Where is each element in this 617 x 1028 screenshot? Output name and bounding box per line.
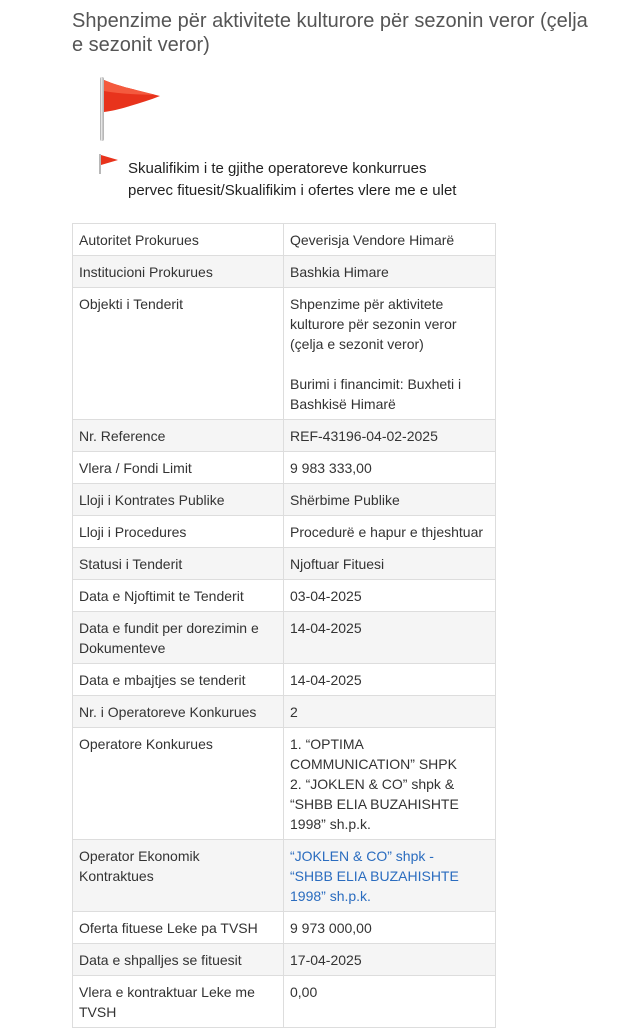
row-label: Institucioni Prokurues [73, 256, 284, 288]
table-row [73, 288, 496, 420]
row-value: Qeverisja Vendore Himarë [284, 224, 496, 256]
objekti-line: (çelja e sezonit veror) [290, 336, 424, 352]
row-label: Lloji i Procedures [73, 516, 284, 548]
table-row [73, 516, 496, 548]
table-row [73, 696, 496, 728]
winner-line: “SHBB ELIA BUZAHISHTE [290, 868, 459, 884]
table-row [73, 420, 496, 452]
label-line: Kontraktues [79, 868, 154, 884]
row-label: Nr. Reference [73, 420, 284, 452]
table-row [73, 612, 496, 664]
row-value: 9 983 333,00 [284, 452, 496, 484]
table-row [73, 580, 496, 612]
objekti-line: Shpenzime për aktivitete [290, 296, 444, 312]
table-row [73, 484, 496, 516]
row-value: 9 973 000,00 [284, 912, 496, 944]
row-value: Bashkia Himare [284, 256, 496, 288]
table-row [73, 452, 496, 484]
table-row [73, 224, 496, 256]
status-text-line: Skualifikim i te gjithe operatoreve konkurrues [128, 160, 427, 177]
objekti-line: kulturore për sezonin veror [290, 316, 457, 332]
table-row [73, 728, 496, 840]
row-value: REF-43196-04-02-2025 [284, 420, 496, 452]
table-row [73, 976, 496, 1028]
table-row [73, 840, 496, 912]
row-label: Objekti i Tenderit [73, 288, 284, 420]
tender-details-table [72, 223, 496, 1028]
row-value: 2 [284, 696, 496, 728]
label-line: TVSH [79, 1004, 117, 1020]
label-line: Dokumenteve [79, 640, 166, 656]
winner-line: 1998” sh.p.k. [290, 888, 371, 904]
row-value: 03-04-2025 [284, 580, 496, 612]
operator-line: “SHBB ELIA BUZAHISHTE [290, 796, 459, 812]
burimi-line: Bashkisë Himarë [290, 396, 396, 412]
row-value [284, 728, 496, 840]
table-row [73, 664, 496, 696]
row-label: Statusi i Tenderit [73, 548, 284, 580]
tender-status-message [128, 158, 598, 202]
burimi-line: Burimi i financimit: Buxheti i [290, 376, 462, 392]
row-value: Njoftuar Fituesi [284, 548, 496, 580]
label-line: Data e fundit per dorezimin e [79, 620, 259, 636]
row-value: 0,00 [284, 976, 496, 1028]
row-label: Data e Njoftimit te Tenderit [73, 580, 284, 612]
row-value: Shërbime Publike [284, 484, 496, 516]
row-value: 14-04-2025 [284, 612, 496, 664]
table-row [73, 548, 496, 580]
row-label [73, 840, 284, 912]
operator-line: 1. “OPTIMA [290, 736, 364, 752]
row-label: Lloji i Kontrates Publike [73, 484, 284, 516]
row-label [73, 976, 284, 1028]
row-value: Procedurë e hapur e thjeshtuar [284, 516, 496, 548]
operator-line: 1998” sh.p.k. [290, 816, 371, 832]
row-value [284, 288, 496, 420]
row-label: Data e mbajtjes se tenderit [73, 664, 284, 696]
label-line: Vlera e kontraktuar Leke me [79, 984, 255, 1000]
label-line: Operator Ekonomik [79, 848, 200, 864]
table-row [73, 944, 496, 976]
row-label: Oferta fituese Leke pa TVSH [73, 912, 284, 944]
red-flag-icon [98, 76, 162, 147]
row-label: Operatore Konkurues [73, 728, 284, 840]
winner-line: “JOKLEN & CO” shpk - [290, 848, 434, 864]
row-value [284, 840, 496, 912]
table-row [73, 256, 496, 288]
row-label: Autoritet Prokurues [73, 224, 284, 256]
row-label [73, 612, 284, 664]
winning-operator-link[interactable] [290, 846, 489, 906]
row-value: 14-04-2025 [284, 664, 496, 696]
row-value: 17-04-2025 [284, 944, 496, 976]
row-label: Nr. i Operatoreve Konkurues [73, 696, 284, 728]
tender-title: Shpenzime për aktivitete kulturore për sezonin veror (çelja e sezonit veror) [72, 10, 588, 56]
table-row [73, 912, 496, 944]
operator-line: COMMUNICATION” SHPK [290, 756, 457, 772]
row-label: Data e shpalljes se fituesit [73, 944, 284, 976]
row-label: Vlera / Fondi Limit [73, 452, 284, 484]
small-red-flag-icon [98, 153, 120, 180]
operator-line: 2. “JOKLEN & CO” shpk & [290, 776, 455, 792]
status-text-line: pervec fituesit/Skualifikim i ofertes vlere me e ulet [128, 182, 457, 199]
